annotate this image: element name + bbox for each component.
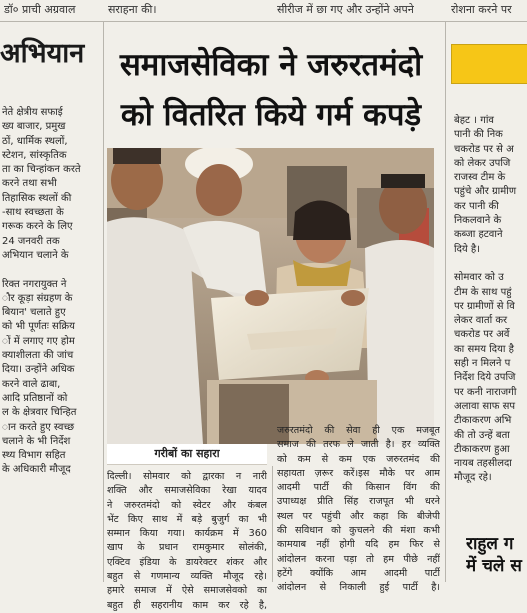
- left-column-line: तिहासिक स्थलों की: [2, 192, 72, 204]
- left-column-line: ों में लगाए गए होम: [2, 335, 75, 347]
- top-strip-center-right: सीरीज में छा गए और उन्होंने अपने: [277, 3, 414, 16]
- story-column-1-line: भेंट किए साथ में बड़े बुजुर्ग का भी: [107, 513, 267, 525]
- right-column-line: की तो उन्हें बता: [454, 429, 510, 441]
- story-column-2-line: कामयाब नहीं होगी यदि हम फिर से: [277, 539, 440, 551]
- right-column-line: चकरोड पर से अ: [454, 143, 514, 155]
- story-column-1-line: खाप के प्रधान रामकुमार सोलंकी,: [107, 542, 267, 554]
- right-column-line: पानी की निक: [454, 129, 503, 141]
- right-column-line: पर कनी नाराजगी: [454, 386, 517, 398]
- right-bottom-headline-line-2: में चले स: [466, 556, 522, 576]
- right-column-line: निकलवाने के: [454, 215, 502, 227]
- left-column-line: आदि प्रतिष्ठानों को: [2, 392, 68, 404]
- left-column-line: स्टेशन, सांस्कृतिक: [2, 149, 67, 161]
- right-column-line: कर पानी की: [454, 200, 499, 212]
- right-column-line: राजस्व टीम के: [454, 172, 506, 184]
- story-column-2-line: जरुरतमंदो की सेवा ही एक मजबूत: [277, 425, 440, 436]
- story-column-1-line: एक्टिव इंडिया के डायरेक्टर शंकर और: [107, 556, 267, 568]
- left-column-line: ान करते हुए स्वच्छ: [2, 421, 75, 433]
- story-column-1-line: दिल्ली। सोमवार को द्वारका न नारी: [107, 471, 267, 482]
- right-column-line: [454, 257, 527, 271]
- left-column-line: को भी पूर्णतः सक्रिय: [2, 321, 75, 333]
- story-column-2-line: समाज की तरफ ले जाती है। हर व्यक्ति: [277, 439, 440, 451]
- right-column-line: बेहट । गांव: [454, 115, 494, 126]
- main-headline-line-2: को वितरित किये गर्म कपड़े: [120, 97, 422, 133]
- story-column-2-line: आदमी पार्टी की किसान विंग की: [277, 482, 440, 494]
- top-strip-center-left: सराहना की।: [108, 3, 157, 16]
- right-column-line: टीकाकरण हुआ: [454, 443, 510, 455]
- story-column-2-line: आंदोलन करना पड़ा तो हम पीछे नहीं: [277, 553, 440, 565]
- right-column-line: दिये है।: [454, 243, 480, 255]
- story-column-1-line: हमारे समाज में ऐसे समाजसेवको का: [107, 585, 267, 597]
- right-bottom-headline-line-1: राहुल ग: [466, 534, 514, 554]
- story-column-2-line: सहायता ज़रूर करें।इस मौके पर आम: [277, 467, 440, 479]
- left-column-line: ठों, धार्मिक स्थलों,: [2, 135, 68, 147]
- photo-caption: गरीबों का सहारा: [107, 444, 267, 465]
- left-column-line: बियान' चलाते हुए: [2, 307, 66, 319]
- left-column-line: ता का चिन्हांकन करते: [2, 164, 81, 176]
- left-column-line: रिक्त नगरायुक्त ने: [2, 278, 67, 290]
- right-column-line: अलावा साफ सप: [454, 400, 516, 412]
- right-column-line: टीकाकरण अभि: [454, 415, 512, 427]
- left-column-line: करने तथा सभी: [2, 178, 57, 190]
- left-column-line: अभियान चलाने के: [2, 249, 69, 261]
- story-column-2-line: उपाध्यक्ष प्रीति सिंह राजपूत भी धरने: [277, 496, 440, 508]
- story-column-2-line: हटेंगे क्योंकि आम आदमी पार्टी: [277, 567, 440, 579]
- right-column-line: कब्जा हटवाने: [454, 229, 503, 241]
- left-column-line: 24 जनवरी तक: [2, 235, 60, 247]
- right-column-line: नायब तहसीलदा: [454, 458, 512, 470]
- right-column-line: पर ग्रामीणों से वि: [454, 300, 515, 312]
- left-column-text: [2, 106, 100, 478]
- top-strip-right: रोशना करने पर: [451, 3, 512, 16]
- right-column-line: मौजूद रहे।: [454, 472, 492, 484]
- story-column-1-line: बहुत ही सहरानीय काम कर रहे है,: [107, 599, 267, 611]
- story-column-1: [107, 470, 267, 613]
- left-column-line: ल के क्षेत्रवार चिन्हित: [2, 407, 77, 419]
- story-column-2-line: की सविधान को कुचलने की मंशा कभी: [277, 525, 440, 537]
- right-column-line: का समय दिया है: [454, 343, 514, 355]
- story-column-1-line: शक्ति और समाजसेविका रेखा यादव: [107, 485, 267, 497]
- right-column-line: सही न मिलने प: [454, 358, 511, 370]
- right-column-line: लेकर वार्ता कर: [454, 315, 508, 327]
- left-column-line: नेते क्षेत्रीय सफाई: [2, 107, 63, 118]
- left-column-line: ख्य बाजार, प्रमुख: [2, 121, 66, 133]
- left-column-line: क्याशीलता की जांच: [2, 350, 74, 362]
- advertisement-band: [451, 44, 527, 84]
- right-column-line: को लेकर उपजि: [454, 157, 511, 169]
- top-strip-left: डॉ० प्राची अग्रवाल: [4, 3, 76, 16]
- right-column-text: [454, 114, 527, 486]
- left-column-line: दिया। उन्होंने अधिक: [2, 364, 75, 376]
- left-column-line: -साथ स्वच्छता के: [2, 207, 64, 219]
- right-bottom-headline: [466, 533, 527, 577]
- main-headline-line-1: समाजसेविका ने जरुरतमंदो: [119, 47, 423, 83]
- left-column-line: [2, 263, 100, 277]
- story-column-1-line: बहुत से गणमान्य व्यक्ति मौजूद रहे।: [107, 571, 267, 583]
- story-column-2-line: स्थल पर पहुंची और कहा कि बीजेपी: [277, 510, 440, 522]
- left-column-line: गरूक करने के लिए: [2, 221, 73, 233]
- news-photo: [107, 148, 434, 444]
- story-column-1-line: ने जरुरतमंदो को स्वेटर और कंबल: [107, 499, 267, 511]
- left-column-line: के अधिकारी मौजूद: [2, 464, 71, 476]
- story-column-2: [277, 424, 440, 596]
- story-column-2-line: आंदोलन से निकाली हुई पार्टी है।: [277, 582, 440, 594]
- story-column-2-line: को कम से कम एक जरुरतमंद की: [277, 453, 440, 465]
- left-column-line: ौर कूड़ा संग्रहण के: [2, 292, 73, 304]
- right-column-line: पहुंचे और ग्रामीण: [454, 186, 517, 198]
- left-column-line: करने वाले ढाबा,: [2, 378, 61, 390]
- left-column-line: चलाने के भी निर्देश: [2, 435, 71, 447]
- right-column-line: सोमवार को उ: [454, 272, 504, 284]
- right-column-line: निर्देश दिये उपजि: [454, 372, 516, 384]
- left-column-line: स्थ्य विभाग सहित: [2, 450, 66, 462]
- right-column-line: टीम के साथ पहुं: [454, 286, 512, 298]
- left-headline-fragment: अभियान: [0, 38, 85, 69]
- right-column-line: चकरोड पर अर्वे: [454, 329, 510, 341]
- story-column-1-line: सम्मान किया गया। कार्यक्रम में 360: [107, 528, 267, 540]
